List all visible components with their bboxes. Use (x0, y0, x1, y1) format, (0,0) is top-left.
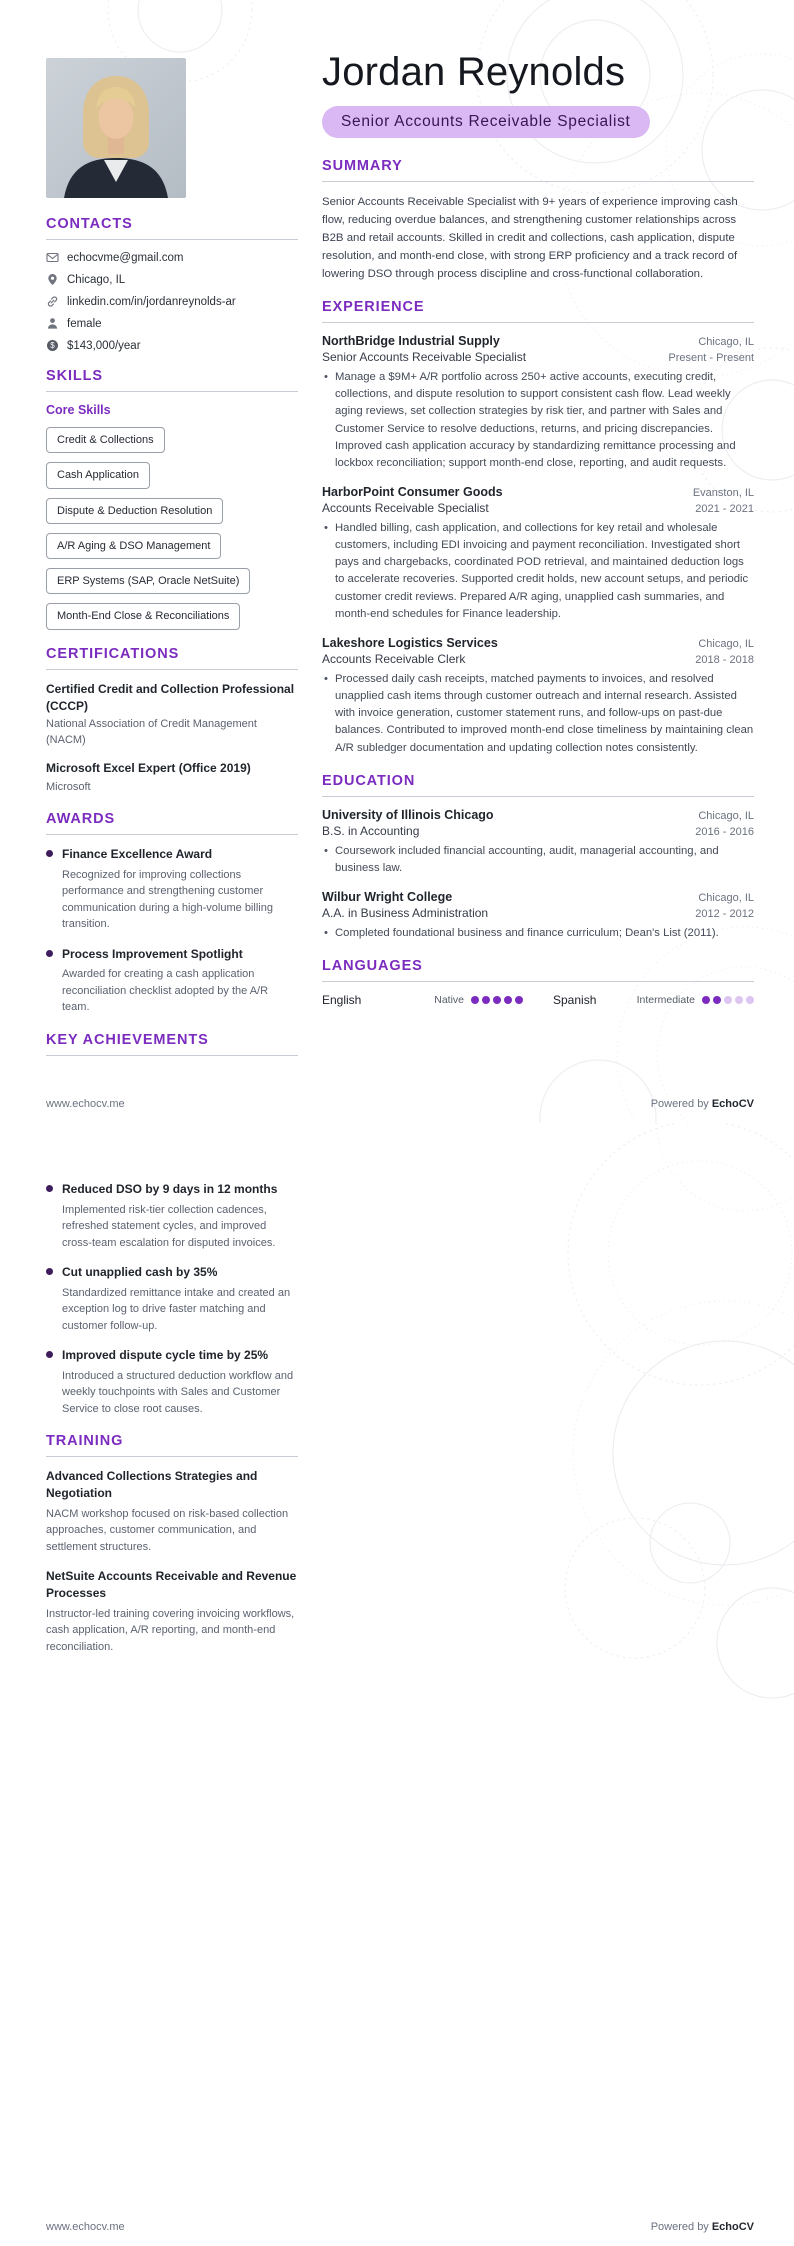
achievement-title: Cut unapplied cash by 35% (62, 1265, 218, 1280)
award-description: Recognized for improving collections performance and strengthening customer communication during a high-volume billing transition. (62, 868, 273, 931)
resume-page-2 (0, 1123, 794, 2246)
experience-role: Accounts Receivable Specialist (322, 501, 489, 516)
achievement-bullet-dot (46, 1185, 53, 1192)
training-title: Advanced Collections Strategies and Negotiation (46, 1469, 258, 1500)
education-school: University of Illinois Chicago (322, 807, 494, 822)
language-item (322, 993, 523, 1007)
experience-bullets (322, 369, 754, 472)
award-description: Awarded for creating a cash application reconciliation checklist adopted by the A/R team. (62, 968, 269, 1014)
contacts-heading: CONTACTS (46, 216, 298, 240)
language-level-dot (482, 996, 490, 1004)
contact-item-email (46, 251, 298, 264)
language-level-dot (735, 996, 743, 1004)
education-section (322, 773, 754, 942)
experience-bullet: • Manage a $9M+ A/R portfolio across 250+ active accounts, executing credit, collections, and dispute resolution to support consistent cash flow. Lead weekly aging reviews, set collection strategies by risk tier, and partner with Sales and Customer Service to resolve deductions, returns, and pricing discrepancies. Improved cash application accuracy by standardizing remittance processing and lockbox reconciliation; support month-end close, reporting, and audit requests. (322, 369, 754, 472)
training-title: NetSuite Accounts Receivable and Revenue Processes (46, 1569, 297, 1601)
person-icon (46, 317, 59, 330)
skill-pill-list (46, 427, 298, 630)
training-section (46, 1433, 298, 1655)
experience-dates: 2018 - 2018 (695, 653, 754, 666)
page-footer (46, 1098, 754, 1110)
footer-powered-prefix: Powered by (650, 2221, 709, 2233)
page-footer (46, 2221, 754, 2233)
experience-location: Chicago, IL (698, 336, 754, 349)
awards-section (46, 811, 298, 1016)
education-degree: A.A. in Business Administration (322, 906, 489, 921)
achievement-title: Improved dispute cycle time by 25% (62, 1348, 269, 1363)
skill-pill: Dispute & Deduction Resolution (46, 498, 223, 524)
profile-photo (46, 58, 186, 198)
summary-text: Senior Accounts Receivable Specialist with 9+ years of experience improving cash flow, reducing overdue balances, and strengthening customer relationships across B2B and retail accounts. Skilled in credit and collections, cash application, dispute resolution, and month-end close, with strong ERP proficiency and a track record of lowering DSO through process discipline and cross-functional collaboration. (322, 196, 738, 281)
location-icon (46, 273, 59, 286)
experience-bullets (322, 671, 754, 757)
achievement-item (46, 1264, 298, 1334)
summary-heading: SUMMARY (322, 158, 754, 182)
language-level-dot (746, 996, 754, 1004)
experience-role: Accounts Receivable Clerk (322, 651, 466, 666)
certification-item (46, 760, 298, 795)
language-level-dots (702, 996, 754, 1004)
skill-pill: Cash Application (46, 462, 150, 488)
key-achievements-heading: KEY ACHIEVEMENTS (46, 1032, 298, 1056)
achievement-description: Implemented risk-tier collection cadences, refreshed statement cycles, and improved cross-team escalation for disputed invoices. (62, 1203, 276, 1249)
skills-section (46, 368, 298, 630)
language-level-dot (493, 996, 501, 1004)
skill-pill: Credit & Collections (46, 427, 165, 453)
contact-gender-value: female (67, 317, 102, 330)
experience-company: NorthBridge Industrial Supply (322, 334, 500, 349)
experience-dates: Present - Present (668, 352, 754, 365)
certification-issuer: National Association of Credit Management (NACM) (46, 718, 257, 746)
training-description: Instructor-led training covering invoicing workflows, cash application, A/R reporting, and month-end reconciliation. (46, 1607, 295, 1653)
training-heading: TRAINING (46, 1433, 298, 1457)
experience-section (322, 299, 754, 757)
language-level-dot (713, 996, 721, 1004)
training-item (46, 1468, 298, 1555)
experience-bullet: • Processed daily cash receipts, matched payments to invoices, and resolved unapplied cash items through customer outreach and internal research. Assisted with invoice generation, customer statement runs, and follow-ups on past-due balances. Contributed to improved month-end close timeliness by maintaining clean A/R subledger documentation and updating collection notes consistently. (322, 671, 754, 757)
awards-heading: AWARDS (46, 811, 298, 835)
languages-heading: LANGUAGES (322, 958, 754, 982)
contact-location-value: Chicago, IL (67, 273, 126, 286)
award-title: Finance Excellence Award (62, 847, 213, 862)
experience-location: Chicago, IL (698, 637, 754, 650)
certification-issuer: Microsoft (46, 780, 91, 793)
contact-linkedin-value[interactable]: linkedin.com/in/jordanreynolds-ar (67, 295, 236, 308)
education-degree: B.S. in Accounting (322, 823, 420, 838)
language-name: English (322, 993, 362, 1008)
award-item (46, 946, 298, 1016)
language-level: Intermediate (636, 994, 695, 1007)
footer-site-link[interactable]: www.echocv.me (46, 2221, 125, 2233)
experience-heading: EXPERIENCE (322, 299, 754, 323)
achievement-item (46, 1181, 298, 1251)
experience-company: HarborPoint Consumer Goods (322, 485, 503, 500)
education-location: Chicago, IL (698, 892, 754, 905)
education-item (322, 890, 754, 942)
language-level-dot (504, 996, 512, 1004)
award-item (46, 846, 298, 933)
training-item (46, 1568, 298, 1655)
language-level-dot (471, 996, 479, 1004)
experience-role: Senior Accounts Receivable Specialist (322, 350, 527, 365)
experience-item (322, 334, 754, 472)
contact-item-linkedin (46, 295, 298, 308)
experience-dates: 2021 - 2021 (695, 503, 754, 516)
achievement-bullet-dot (46, 1351, 53, 1358)
skills-group-label: Core Skills (46, 403, 111, 417)
achievement-description: Standardized remittance intake and created an exception log to drive faster matching and customer follow-up. (62, 1286, 291, 1332)
education-location: Chicago, IL (698, 809, 754, 822)
language-level-dot (724, 996, 732, 1004)
footer-brand[interactable]: EchoCV (711, 1098, 754, 1110)
link-icon (46, 295, 59, 308)
footer-powered-by (651, 2221, 754, 2233)
footer-powered-prefix: Powered by (650, 1098, 709, 1110)
email-icon (46, 251, 59, 264)
education-item (322, 808, 754, 877)
training-description: NACM workshop focused on risk-based collection approaches, customer communication, and settlement structures. (46, 1507, 289, 1553)
languages-section (322, 958, 754, 1007)
education-bullets (322, 925, 754, 942)
certifications-section (46, 646, 298, 796)
experience-company: Lakeshore Logistics Services (322, 635, 498, 650)
contact-email-value[interactable]: echocvme@gmail.com (67, 251, 184, 264)
skill-pill: Month-End Close & Reconciliations (46, 603, 240, 629)
award-title: Process Improvement Spotlight (62, 946, 243, 961)
certifications-heading: CERTIFICATIONS (46, 646, 298, 670)
sidebar (46, 50, 298, 1072)
experience-location: Evanston, IL (692, 487, 754, 500)
skill-pill: ERP Systems (SAP, Oracle NetSuite) (46, 568, 250, 594)
experience-item (322, 485, 754, 623)
candidate-name: Jordan Reynolds (322, 50, 626, 94)
language-row (322, 993, 754, 1007)
experience-bullet: • Handled billing, cash application, and collections for key retail and wholesale customers, including EDI invoicing and payment reconciliation. Investigated short pays and chargebacks, coordinated POD retrieval, and maintained deduction logs to accelerate recoveries. Supported credit holds, new account setups, and periodic customer credit reviews. Prepared A/R aging, unapplied cash summaries, and month-end schedules for Finance leadership. (322, 520, 754, 623)
skills-heading: SKILLS (46, 368, 298, 392)
achievement-title: Reduced DSO by 9 days in 12 months (62, 1182, 278, 1196)
education-heading: EDUCATION (322, 773, 754, 797)
language-item (553, 993, 754, 1007)
award-bullet-dot (46, 950, 53, 957)
contact-list (46, 251, 298, 352)
profile-photo-illustration (46, 58, 186, 198)
salary-icon (46, 339, 59, 352)
certification-title: Microsoft Excel Expert (Office 2019) (46, 761, 251, 776)
footer-site-link[interactable]: www.echocv.me (46, 1098, 125, 1110)
experience-item (322, 636, 754, 757)
education-dates: 2016 - 2016 (695, 825, 754, 838)
key-achievements-section-heading (46, 1032, 298, 1056)
key-achievements-section (46, 1181, 298, 1417)
education-dates: 2012 - 2012 (695, 908, 754, 921)
skill-pill: A/R Aging & DSO Management (46, 533, 221, 559)
achievement-description: Introduced a structured deduction workflow and weekly touchpoints with Sales and Customer Service to close root causes. (62, 1369, 294, 1415)
svg-text:$: $ (50, 341, 55, 351)
contact-salary-value: $143,000/year (67, 339, 141, 352)
contact-item-salary (46, 339, 298, 352)
language-level-dot (515, 996, 523, 1004)
education-bullet: • Completed foundational business and finance curriculum; Dean's List (2011). (322, 925, 754, 942)
title-badge: Senior Accounts Receivable Specialist (322, 106, 650, 138)
contacts-section (46, 216, 298, 352)
education-bullet: • Coursework included financial accounting, audit, managerial accounting, and business law. (322, 843, 754, 877)
certification-title: Certified Credit and Collection Professional (CCCP) (46, 681, 295, 713)
award-bullet-dot (46, 850, 53, 857)
education-bullets (322, 843, 754, 877)
achievement-item (46, 1347, 298, 1417)
education-school: Wilbur Wright College (322, 890, 453, 905)
achievement-bullet-dot (46, 1268, 53, 1275)
footer-powered-by (651, 1098, 754, 1110)
contact-item-gender (46, 317, 298, 330)
contact-item-location (46, 273, 298, 286)
language-level: Native (434, 994, 464, 1007)
main-column (322, 50, 754, 1072)
language-name: Spanish (553, 993, 597, 1008)
experience-bullets (322, 520, 754, 623)
certification-item (46, 681, 298, 748)
language-level-dots (471, 996, 523, 1004)
footer-brand[interactable]: EchoCV (711, 2221, 754, 2233)
sidebar-continued (46, 1181, 298, 1671)
summary-section (322, 158, 754, 283)
language-level-dot (702, 996, 710, 1004)
